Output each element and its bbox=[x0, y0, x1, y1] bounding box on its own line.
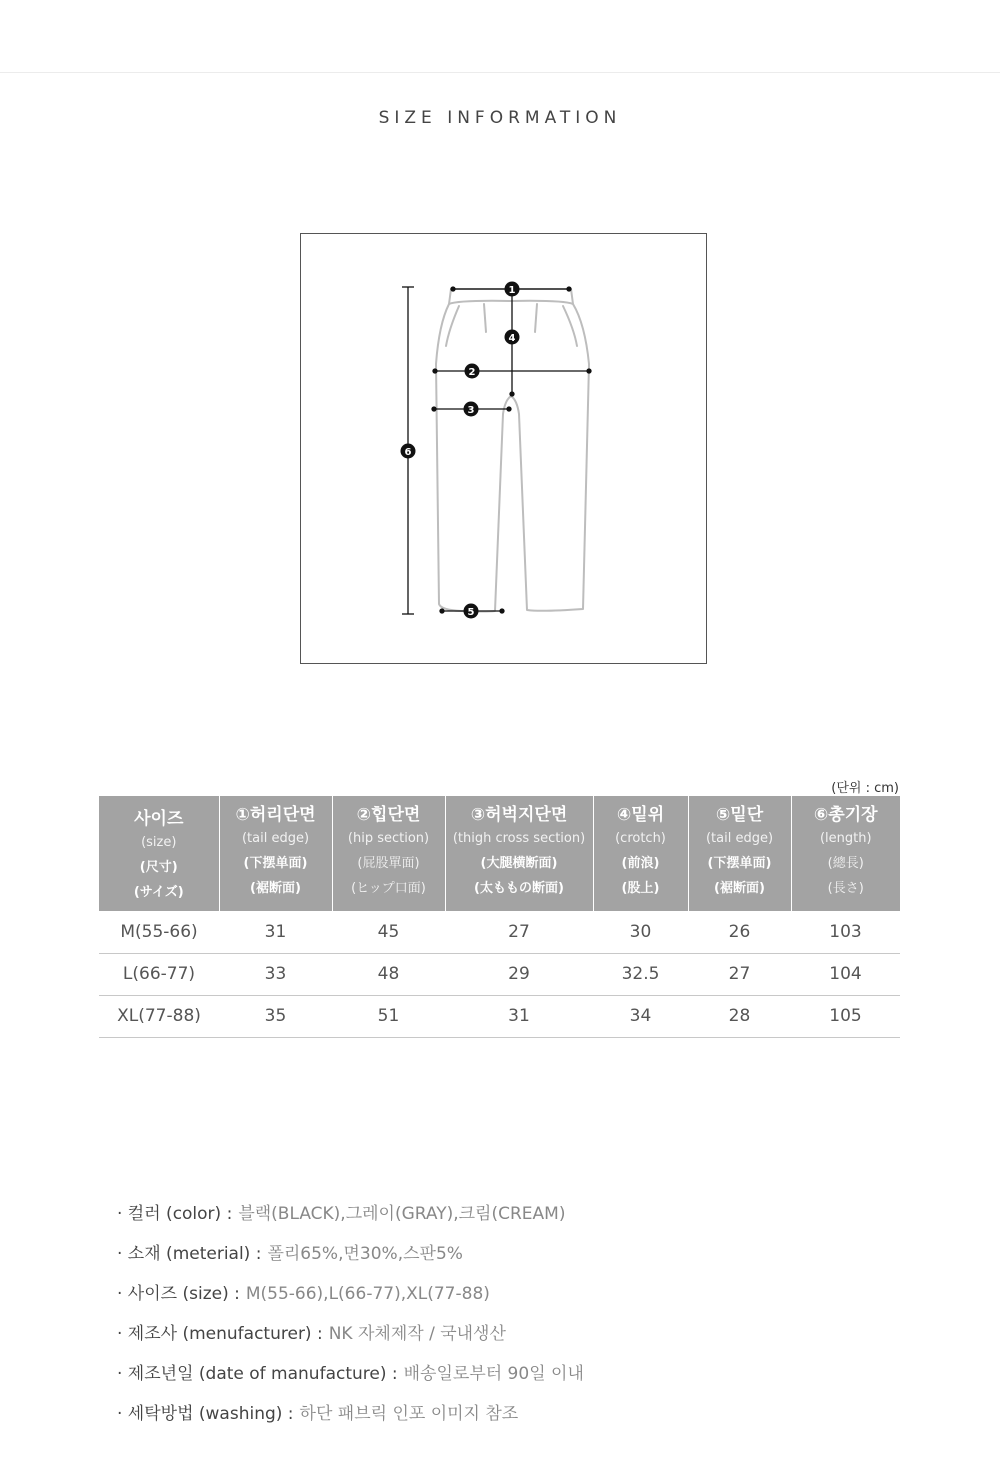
header-thigh: ③허벅지단면 (thigh cross section) (大腿横断面) (太ももの断面) bbox=[445, 796, 593, 911]
marker-2 bbox=[465, 364, 480, 379]
header-length: ⑥총기장 (length) (總長) (長さ) bbox=[791, 796, 900, 911]
top-divider bbox=[0, 72, 1000, 73]
cell-crotch: 32.5 bbox=[593, 953, 688, 995]
cell-hip: 51 bbox=[332, 995, 445, 1037]
unit-note: (단위 : cm) bbox=[831, 781, 899, 796]
info-manufacturer: · 제조사 (menufacturer) : NK 자체제작 / 국내생산 bbox=[117, 1324, 506, 1344]
table-row bbox=[99, 953, 900, 995]
header-hip: ②힙단면 (hip section) (屁股單面) (ヒップ口面) bbox=[332, 796, 445, 911]
cell-size: XL(77-88) bbox=[99, 995, 219, 1037]
cell-hip: 45 bbox=[332, 911, 445, 953]
cell-waist: 35 bbox=[219, 995, 332, 1037]
cell-size: M(55-66) bbox=[99, 911, 219, 953]
cell-thigh: 29 bbox=[445, 953, 593, 995]
svg-text:5: 5 bbox=[467, 607, 475, 618]
svg-text:4: 4 bbox=[508, 333, 516, 344]
marker-5 bbox=[464, 604, 479, 619]
info-washing: · 세탁방법 (washing) : 하단 패브릭 인포 이미지 참조 bbox=[117, 1404, 519, 1424]
marker-1 bbox=[505, 282, 520, 297]
info-material: · 소재 (meterial) : 폴리65%,면30%,스판5% bbox=[117, 1244, 463, 1264]
marker-6 bbox=[401, 444, 416, 459]
info-size: · 사이즈 (size) : M(55-66),L(66-77),XL(77-88) bbox=[117, 1284, 490, 1304]
cell-size: L(66-77) bbox=[99, 953, 219, 995]
table-row bbox=[99, 911, 900, 953]
cell-thigh: 27 bbox=[445, 911, 593, 953]
cell-hem: 28 bbox=[688, 995, 791, 1037]
cell-hem: 27 bbox=[688, 953, 791, 995]
header-waist: ①허리단면 (tail edge) (下摆单面) (裾断面) bbox=[219, 796, 332, 911]
marker-3 bbox=[464, 402, 479, 417]
table-row bbox=[99, 995, 900, 1037]
marker-4 bbox=[505, 330, 520, 345]
info-color: · 컬러 (color) : 블랙(BLACK),그레이(GRAY),크림(CREAM) bbox=[117, 1204, 566, 1224]
cell-hip: 48 bbox=[332, 953, 445, 995]
table-header-row bbox=[99, 796, 900, 911]
cell-crotch: 34 bbox=[593, 995, 688, 1037]
header-size: 사이즈 (size) (尺寸) (サイズ) bbox=[99, 796, 219, 911]
svg-text:1: 1 bbox=[508, 285, 516, 296]
cell-length: 105 bbox=[791, 995, 900, 1037]
cell-thigh: 31 bbox=[445, 995, 593, 1037]
cell-hem: 26 bbox=[688, 911, 791, 953]
cell-waist: 31 bbox=[219, 911, 332, 953]
pants-diagram bbox=[300, 233, 707, 664]
svg-text:2: 2 bbox=[468, 367, 476, 378]
page-title: SIZE INFORMATION bbox=[378, 108, 622, 128]
svg-text:3: 3 bbox=[467, 405, 475, 416]
size-table bbox=[99, 796, 900, 1038]
cell-crotch: 30 bbox=[593, 911, 688, 953]
product-info-list bbox=[117, 1199, 584, 1439]
cell-length: 103 bbox=[791, 911, 900, 953]
pants-measurement-icon bbox=[301, 234, 706, 663]
cell-waist: 33 bbox=[219, 953, 332, 995]
header-hem: ⑤밑단 (tail edge) (下摆单面) (裾断面) bbox=[688, 796, 791, 911]
cell-length: 104 bbox=[791, 953, 900, 995]
info-manufacture-date: · 제조년일 (date of manufacture) : 배송일로부터 90일 이내 bbox=[117, 1364, 584, 1384]
svg-text:6: 6 bbox=[404, 447, 412, 458]
header-crotch: ④밑위 (crotch) (前浪) (股上) bbox=[593, 796, 688, 911]
